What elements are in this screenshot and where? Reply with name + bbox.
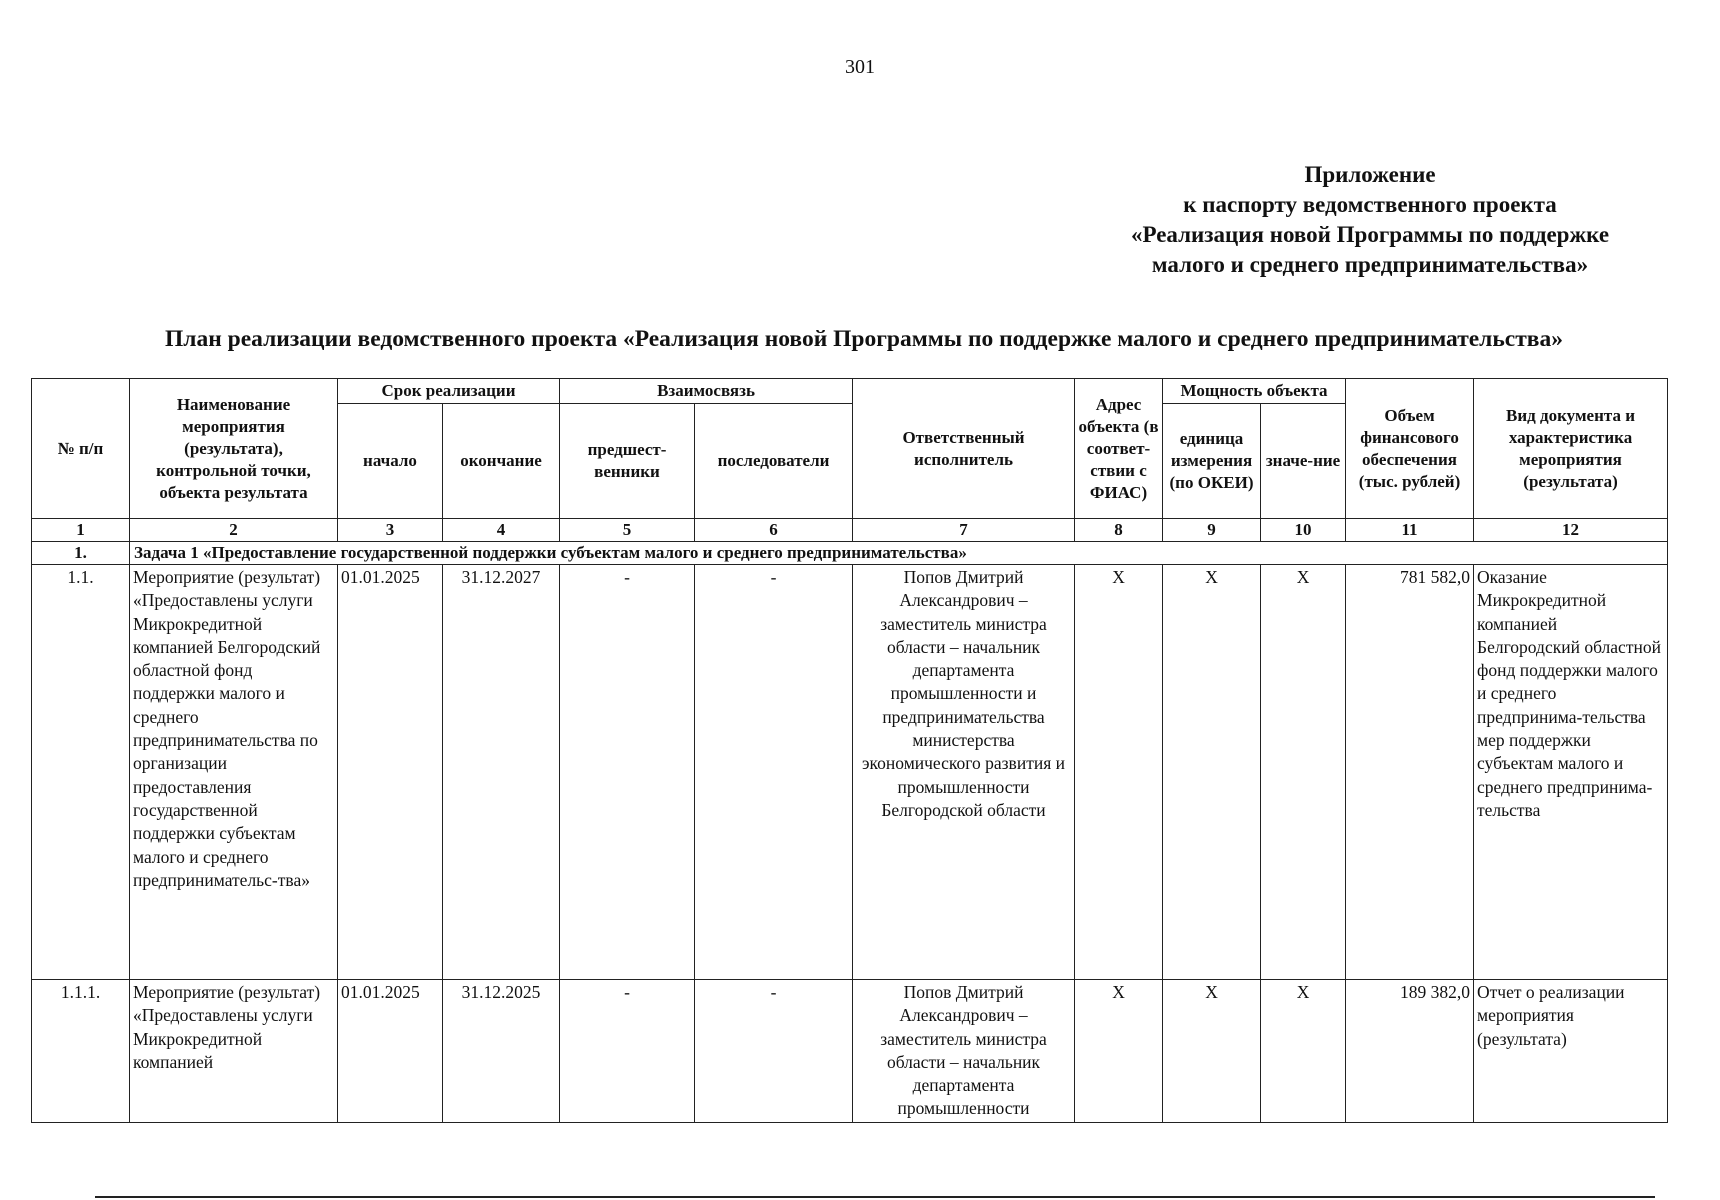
footer-rule	[95, 1196, 1655, 1200]
row-num: 1.1.1.	[32, 980, 130, 1123]
task-num: 1.	[32, 542, 130, 565]
row-funding: 189 382,0	[1346, 980, 1474, 1123]
table-row	[32, 565, 1668, 980]
column-number: 4	[443, 519, 560, 542]
header-successors: последователи	[695, 404, 853, 519]
row-name: Мероприятие (результат) «Предоставлены услуги Микрокредитной компанией	[130, 980, 338, 1123]
row-predecessors: -	[560, 980, 695, 1123]
row-successors: -	[695, 980, 853, 1123]
appendix-line: малого и среднего предпринимательства»	[1151, 252, 1589, 277]
row-address: X	[1075, 565, 1163, 980]
column-number: 5	[560, 519, 695, 542]
header-responsible: Ответственный исполнитель	[853, 379, 1075, 519]
row-value: X	[1261, 565, 1346, 980]
header-term-start: начало	[338, 404, 443, 519]
row-responsible: Попов Дмитрий Александрович – заместитель министра области – начальник департамента промышленности и предпринимательства министерства экономического развития и промышленности Белгородской области	[853, 565, 1075, 980]
header-capacity: Мощность объекта	[1163, 379, 1346, 404]
column-number: 1	[32, 519, 130, 542]
row-successors: -	[695, 565, 853, 980]
appendix-line: «Реализация новой Программы по поддержке	[1130, 222, 1610, 247]
column-number: 10	[1261, 519, 1346, 542]
column-number: 8	[1075, 519, 1163, 542]
row-end: 31.12.2025	[443, 980, 560, 1123]
row-doc-type: Оказание Микрокредитной компанией Белгородский областной фонд поддержки малого и среднего предпринима-тельства мер поддержки субъектам малого и среднего предпринима-тельства	[1474, 565, 1668, 980]
column-number: 2	[130, 519, 338, 542]
column-number-row	[32, 519, 1668, 542]
row-address: X	[1075, 980, 1163, 1123]
plan-table	[31, 378, 1668, 1123]
row-funding: 781 582,0	[1346, 565, 1474, 980]
header-num: № п/п	[32, 379, 130, 519]
appendix-line: к паспорту ведомственного проекта	[1183, 192, 1557, 217]
appendix-heading	[1030, 160, 1710, 280]
row-num: 1.1.	[32, 565, 130, 980]
header-row	[32, 379, 1668, 404]
row-end: 31.12.2027	[443, 565, 560, 980]
row-unit: X	[1163, 565, 1261, 980]
column-number: 11	[1346, 519, 1474, 542]
plan-title: План реализации ведомственного проекта «Реализация новой Программы по поддержке малого и среднего предпринимательства»	[165, 326, 1563, 352]
column-number: 3	[338, 519, 443, 542]
row-value: X	[1261, 980, 1346, 1123]
appendix-line: Приложение	[1304, 162, 1436, 187]
column-number: 9	[1163, 519, 1261, 542]
header-relation: Взаимосвязь	[560, 379, 853, 404]
row-unit: X	[1163, 980, 1261, 1123]
column-number: 7	[853, 519, 1075, 542]
task-text: Задача 1 «Предоставление государственной поддержки субъектам малого и среднего предпринимательства»	[130, 542, 1668, 565]
header-term-end: окончание	[443, 404, 560, 519]
row-name: Мероприятие (результат) «Предоставлены услуги Микрокредитной компанией Белгородский областной фонд поддержки малого и среднего предпринимательства по организации предоставления государственной поддержки субъектам малого и среднего предпринимательс-тва»	[130, 565, 338, 980]
header-unit: единица измерения (по ОКЕИ)	[1163, 404, 1261, 519]
header-term: Срок реализации	[338, 379, 560, 404]
task-row	[32, 542, 1668, 565]
header-value: значе-ние	[1261, 404, 1346, 519]
row-doc-type: Отчет о реализации мероприятия (результата)	[1474, 980, 1668, 1123]
table-row	[32, 980, 1668, 1123]
row-start: 01.01.2025	[338, 565, 443, 980]
row-responsible: Попов Дмитрий Александрович – заместитель министра области – начальник департамента промышленности	[853, 980, 1075, 1123]
row-predecessors: -	[560, 565, 695, 980]
header-address: Адрес объекта (в соответ-ствии с ФИАС)	[1075, 379, 1163, 519]
column-number: 12	[1474, 519, 1668, 542]
row-start: 01.01.2025	[338, 980, 443, 1123]
header-funding: Объем финансового обеспечения (тыс. рублей)	[1346, 379, 1474, 519]
header-predecessors: предшест-венники	[560, 404, 695, 519]
header-name: Наименование мероприятия (результата), контрольной точки, объекта результата	[130, 379, 338, 519]
column-number: 6	[695, 519, 853, 542]
header-doc-type: Вид документа и характеристика мероприятия (результата)	[1474, 379, 1668, 519]
page-number: 301	[845, 56, 875, 78]
